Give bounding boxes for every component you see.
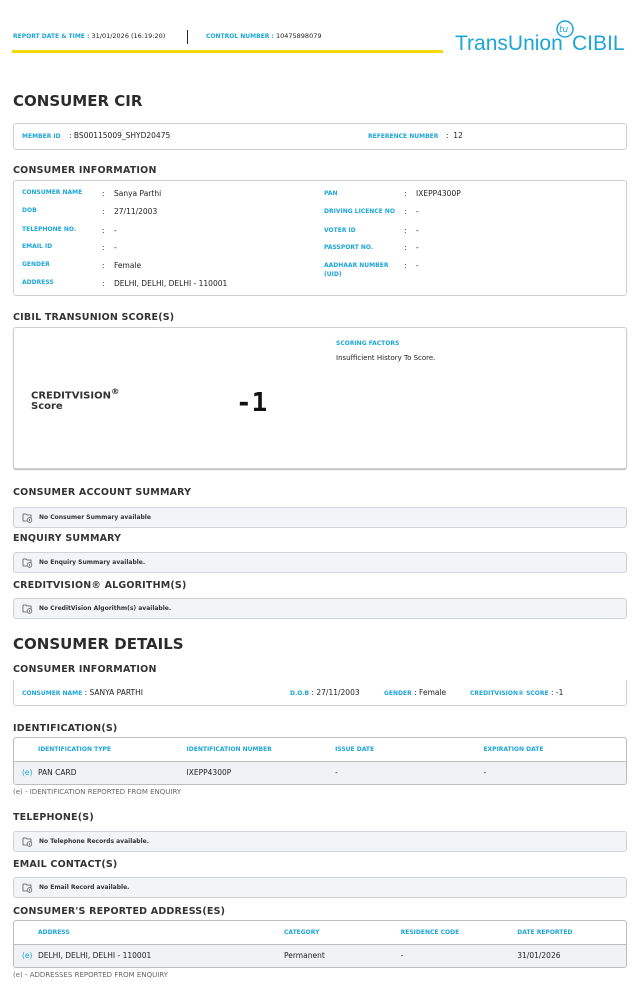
folder-info-icon: [22, 604, 33, 614]
column-header: DATE REPORTED: [517, 921, 626, 944]
table-cell: -: [483, 761, 626, 784]
column-header: RESIDENCE CODE: [401, 921, 518, 944]
name-label: CONSUMER NAME: [22, 690, 83, 697]
info-label: PASSPORT NO.: [324, 244, 374, 251]
score-label: CREDITVISION® SCORE: [470, 690, 549, 697]
address-note: (e) - ADDRESSES REPORTED FROM ENQUIRY: [13, 971, 168, 979]
table-cell: PAN CARD: [38, 761, 187, 784]
folder-info-icon: [22, 558, 33, 568]
svg-text:CIBIL: CIBIL: [572, 32, 625, 54]
folder-info-icon: [22, 883, 33, 893]
table-cell: IXEPP4300P: [187, 761, 336, 784]
transunion-cibil-logo: [455, 18, 630, 54]
empty-state: [13, 877, 627, 898]
svg-text:TransUnion: TransUnion: [455, 32, 563, 54]
control-value: 10475898079: [275, 32, 322, 40]
section-heading: CONSUMER ACCOUNT SUMMARY: [13, 487, 192, 498]
section-heading: IDENTIFICATION(S): [13, 723, 118, 734]
identification-note: (e) - IDENTIFICATION REPORTED FROM ENQUIRY: [13, 788, 182, 796]
empty-state: [13, 831, 627, 852]
yellow-rule: [12, 50, 443, 53]
table-cell: 31/01/2026: [517, 944, 626, 967]
reference-label: REFERENCE NUMBER: [368, 133, 439, 140]
table-header: [14, 738, 626, 761]
enquiry-flag: (e): [14, 944, 38, 967]
score-value: -1: [236, 388, 268, 418]
table-cell: DELHI, DELHI, DELHI - 110001: [38, 944, 284, 967]
info-value: Female: [114, 261, 142, 270]
info-value: -: [114, 243, 117, 252]
info-value: -: [114, 226, 117, 235]
info-row: PAN : IXEPP4300P: [324, 189, 461, 198]
section-heading: CONSUMER INFORMATION: [13, 165, 157, 176]
gender-value: Female: [419, 688, 447, 697]
info-label: ADDRESS: [22, 279, 54, 286]
info-row: PASSPORT NO. : -: [324, 243, 419, 252]
info-value: -: [416, 226, 419, 235]
table-cell: -: [335, 761, 483, 784]
member-id-value: BS00115009_SHYD20475: [73, 131, 171, 140]
member-id: : BS00115009_SHYD20475: [69, 131, 171, 140]
section-heading: CREDITVISION® ALGORITHM(S): [13, 580, 187, 591]
report-date: 31/01/2026 (16:19:20): [91, 32, 166, 40]
member-id-label: MEMBER ID: [22, 133, 61, 140]
divider: [187, 30, 188, 44]
empty-message: No Enquiry Summary available.: [39, 559, 146, 566]
column-header: CATEGORY: [284, 921, 401, 944]
empty-state: [13, 507, 627, 528]
table-row: [14, 944, 626, 967]
report-date-label: REPORT DATE & TIME :: [13, 33, 90, 40]
consumer-details-box: CONSUMER NAME : SANYA PARTHI D.O.B : 27/11/2003 GENDER : Female CREDITVISION® SCORE : -1: [13, 680, 627, 706]
info-value: IXEPP4300P: [416, 189, 461, 198]
identification-table: [13, 737, 627, 785]
folder-info-icon: [22, 837, 33, 847]
info-label: DOB: [22, 207, 37, 214]
info-row: CONSUMER NAME : Sanya Parthi: [22, 189, 162, 198]
info-label: PAN: [324, 190, 338, 197]
gender-label: GENDER: [384, 690, 412, 697]
info-row: AADHAAR NUMBER (UID) : -: [324, 261, 419, 278]
control-label: CONTROL NUMBER :: [206, 33, 274, 40]
info-label: TELEPHONE NO.: [22, 226, 77, 233]
table-cell: Permanent: [284, 944, 401, 967]
section-heading: TELEPHONE(S): [13, 812, 94, 823]
info-label: VOTER ID: [324, 227, 356, 234]
column-header: IDENTIFICATION NUMBER: [187, 738, 336, 761]
info-value: 27/11/2003: [114, 207, 158, 216]
folder-info-icon: [22, 513, 33, 523]
column-header: IDENTIFICATION TYPE: [38, 738, 187, 761]
info-row: ADDRESS : DELHI, DELHI, DELHI - 110001: [22, 279, 228, 288]
section-heading: CIBIL TRANSUNION SCORE(S): [13, 312, 175, 323]
score-value: -1: [555, 688, 564, 697]
creditvision-label: CREDITVISION® Score: [31, 386, 120, 413]
column-header: ADDRESS: [38, 921, 284, 944]
info-label: EMAIL ID: [22, 243, 53, 250]
info-row: DOB : 27/11/2003: [22, 207, 158, 216]
section-heading: CONSUMER'S REPORTED ADDRESS(ES): [13, 906, 226, 917]
column-header: ISSUE DATE: [335, 738, 483, 761]
info-value: DELHI, DELHI, DELHI - 110001: [114, 279, 228, 288]
scoring-factors-label: SCORING FACTORS: [336, 340, 400, 347]
info-value: -: [416, 261, 419, 270]
name-value: SANYA PARTHI: [89, 688, 143, 697]
scoring-factor: Insufficient History To Score.: [336, 354, 436, 362]
reference-number: : 12: [446, 131, 463, 140]
enquiry-flag: (e): [14, 761, 38, 784]
svg-text:tu: tu: [559, 25, 569, 35]
empty-state: [13, 598, 627, 619]
section-heading: ENQUIRY SUMMARY: [13, 533, 122, 544]
info-value: -: [416, 243, 419, 252]
column-header: EXPIRATION DATE: [483, 738, 626, 761]
address-table: [13, 920, 627, 968]
empty-message: No Consumer Summary available: [39, 514, 151, 521]
dob-label: D.O.B: [290, 690, 310, 697]
info-label: GENDER: [22, 261, 50, 268]
consumer-details-title: CONSUMER DETAILS: [13, 635, 184, 653]
info-row: TELEPHONE NO. : -: [22, 226, 117, 235]
page-title: CONSUMER CIR: [13, 92, 143, 110]
section-heading: EMAIL CONTACT(S): [13, 859, 118, 870]
empty-message: No Telephone Records available.: [39, 838, 149, 845]
table-cell: -: [401, 944, 518, 967]
info-value: Sanya Parthi: [114, 189, 162, 198]
info-row: DRIVING LICENCE NO : -: [324, 207, 419, 216]
empty-state: [13, 552, 627, 573]
section-heading: CONSUMER INFORMATION: [13, 664, 157, 675]
empty-message: No CreditVision Algorithm(s) available.: [39, 605, 172, 612]
report-header: [13, 32, 165, 40]
table-header: [14, 921, 626, 944]
info-row: GENDER : Female: [22, 261, 142, 270]
empty-message: No Email Record available.: [39, 884, 130, 891]
info-label: CONSUMER NAME: [22, 189, 83, 196]
score-box: [13, 327, 627, 469]
info-row: EMAIL ID : -: [22, 243, 117, 252]
member-box: [13, 123, 627, 150]
reference-value: 12: [453, 131, 463, 140]
info-value: -: [416, 207, 419, 216]
info-label: DRIVING LICENCE NO: [324, 208, 396, 215]
table-row: [14, 761, 626, 784]
control-number: [206, 32, 321, 40]
dob-value: 27/11/2003: [316, 688, 360, 697]
consumer-info-box: [13, 180, 627, 296]
info-label: AADHAAR NUMBER (UID): [324, 262, 389, 278]
info-row: VOTER ID : -: [324, 226, 419, 235]
